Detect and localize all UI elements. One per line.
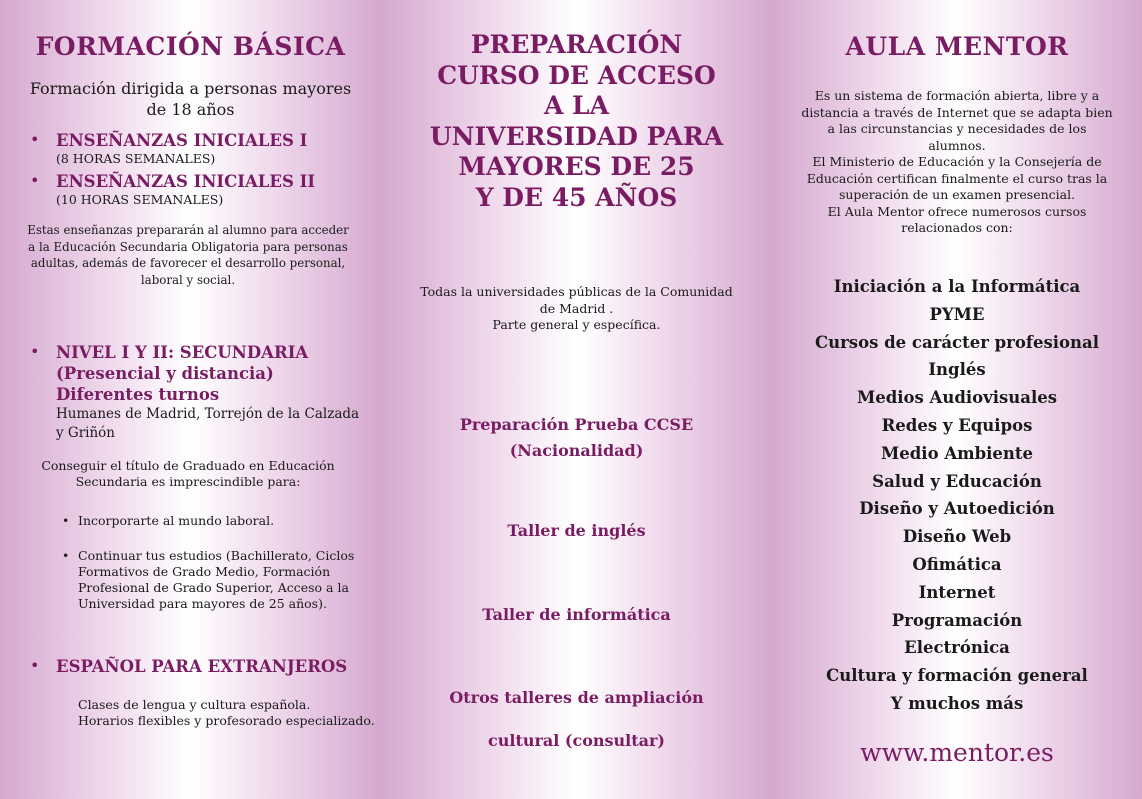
list-item: Diseño Web	[902, 527, 1012, 547]
list-item: Y muchos más	[890, 693, 1024, 713]
bullet-icon: •	[30, 656, 40, 675]
list-item: Programación	[891, 610, 1023, 630]
list-item-estudios: • Continuar tus estudios (Bachillerato, Ciclos Formativos de Grado Medio, Formación Profesional de Grado Superior, Acceso a la Universidad para mayores de 25 años).	[62, 548, 355, 611]
preparacion-title: PREPARACIÓN CURSO DE ACCESO A LA UNIVERSIDAD PARA MAYORES DE 25 Y DE 45 AÑOS	[429, 30, 724, 212]
bullet-icon: •	[30, 342, 40, 361]
cultural-consultar: cultural (consultar)	[487, 731, 665, 750]
bullet-icon: •	[30, 130, 40, 149]
formacion-intro: Formación dirigida a personas mayores de 18 años	[29, 79, 352, 119]
list-item: PYME	[929, 304, 985, 324]
list-item: Iniciación a la Informática	[833, 277, 1081, 296]
bullet-icon: •	[62, 548, 70, 563]
list-item: Diseño y Autoedición	[859, 499, 1055, 519]
list-item-laboral: • Incorporarte al mundo laboral.	[62, 513, 275, 528]
panel-aula-mentor	[772, 0, 1142, 799]
bullet-icon: •	[62, 513, 70, 528]
list-item: Ofimática	[912, 554, 1002, 574]
ensenanzas-description: Estas enseñanzas prepararán al alumno para acceder a la Educación Secundaria Obligatoria para personas adultas, además de favorecer el desarrollo personal, laboral y social.	[27, 223, 349, 287]
formacion-basica-title: FORMACIÓN BÁSICA	[35, 32, 346, 61]
list-item: Electrónica	[904, 638, 1010, 658]
ccse-preparation: Preparación Prueba CCSE (Nacionalidad)	[459, 415, 694, 460]
espanol-details: Clases de lengua y cultura española. Horarios flexibles y profesorado especializado.	[78, 697, 375, 728]
list-item: Salud y Educación	[872, 471, 1042, 491]
universidades-text: Todas la universidades públicas de la Comunidad de Madrid . Parte general y específica.	[420, 284, 733, 332]
aula-mentor-title: AULA MENTOR	[845, 32, 1069, 61]
panel-preparacion	[381, 0, 772, 799]
panel-formacion-basica: FORMACIÓN BÁSICA Formación dirigida a personas mayores de 18 años • ENSEÑANZAS INICIALES I (8 HORAS SEMANALES) • ENSEÑANZAS INICIALES II (10 HORAS SEMANALES) Estas enseñanzas prepararán al alumno para acceder a la Educación Secundaria Obligatoria para personas adultas, además de favorecer el desarrollo personal, laboral y social. • NIVEL I Y II: SECUNDARIA (Presencial y distancia) Diferentes turnos Humanes de Madrid, Torrejón de la Calzada y Griñón Conseguir el título de Graduado en Educación Secundaria es imprescindible para: • Incorporarte al mundo laboral. • Continuar tus estudios (Bachillerato, Ciclos Formativos de Grado Medio, Formación Profesional de Grado Superior, Acceso a la Universidad para mayores de 25 años). • ESPAÑOL PARA EXTRANJEROS Clases de lengua y cultura española. Horarios flexibles y profesorado especializado.	[0, 0, 381, 799]
list-item: Cursos de carácter profesional	[814, 332, 1099, 352]
list-item: Medio Ambiente	[881, 443, 1033, 463]
bullet-icon: •	[30, 171, 40, 190]
list-item: Internet	[918, 582, 996, 602]
taller-informatica: Taller de informática	[482, 605, 671, 624]
aula-mentor-description: Es un sistema de formación abierta, libre y a distancia a través de Internet que se adapta bien a las circunstancias y necesidades de los alumnos. El Ministerio de Educación y la Consejería de Educación certifican finalmente el curso tras la superación de un examen presencial. El Aula Mentor ofrece numerosos cursos relacionados con:	[801, 88, 1113, 235]
graduado-text: Conseguir el título de Graduado en Educación Secundaria es imprescindible para:	[41, 458, 335, 489]
taller-ingles: Taller de inglés	[507, 521, 646, 540]
list-item: Redes y Equipos	[881, 415, 1033, 435]
mentor-url-link[interactable]: www.mentor.es	[860, 738, 1054, 767]
list-item: Medios Audiovisuales	[856, 388, 1058, 408]
course-list	[772, 273, 1142, 718]
list-item: Cultura y formación general	[826, 666, 1088, 686]
otros-talleres: Otros talleres de ampliación	[449, 688, 704, 707]
list-item: Inglés	[928, 360, 986, 380]
